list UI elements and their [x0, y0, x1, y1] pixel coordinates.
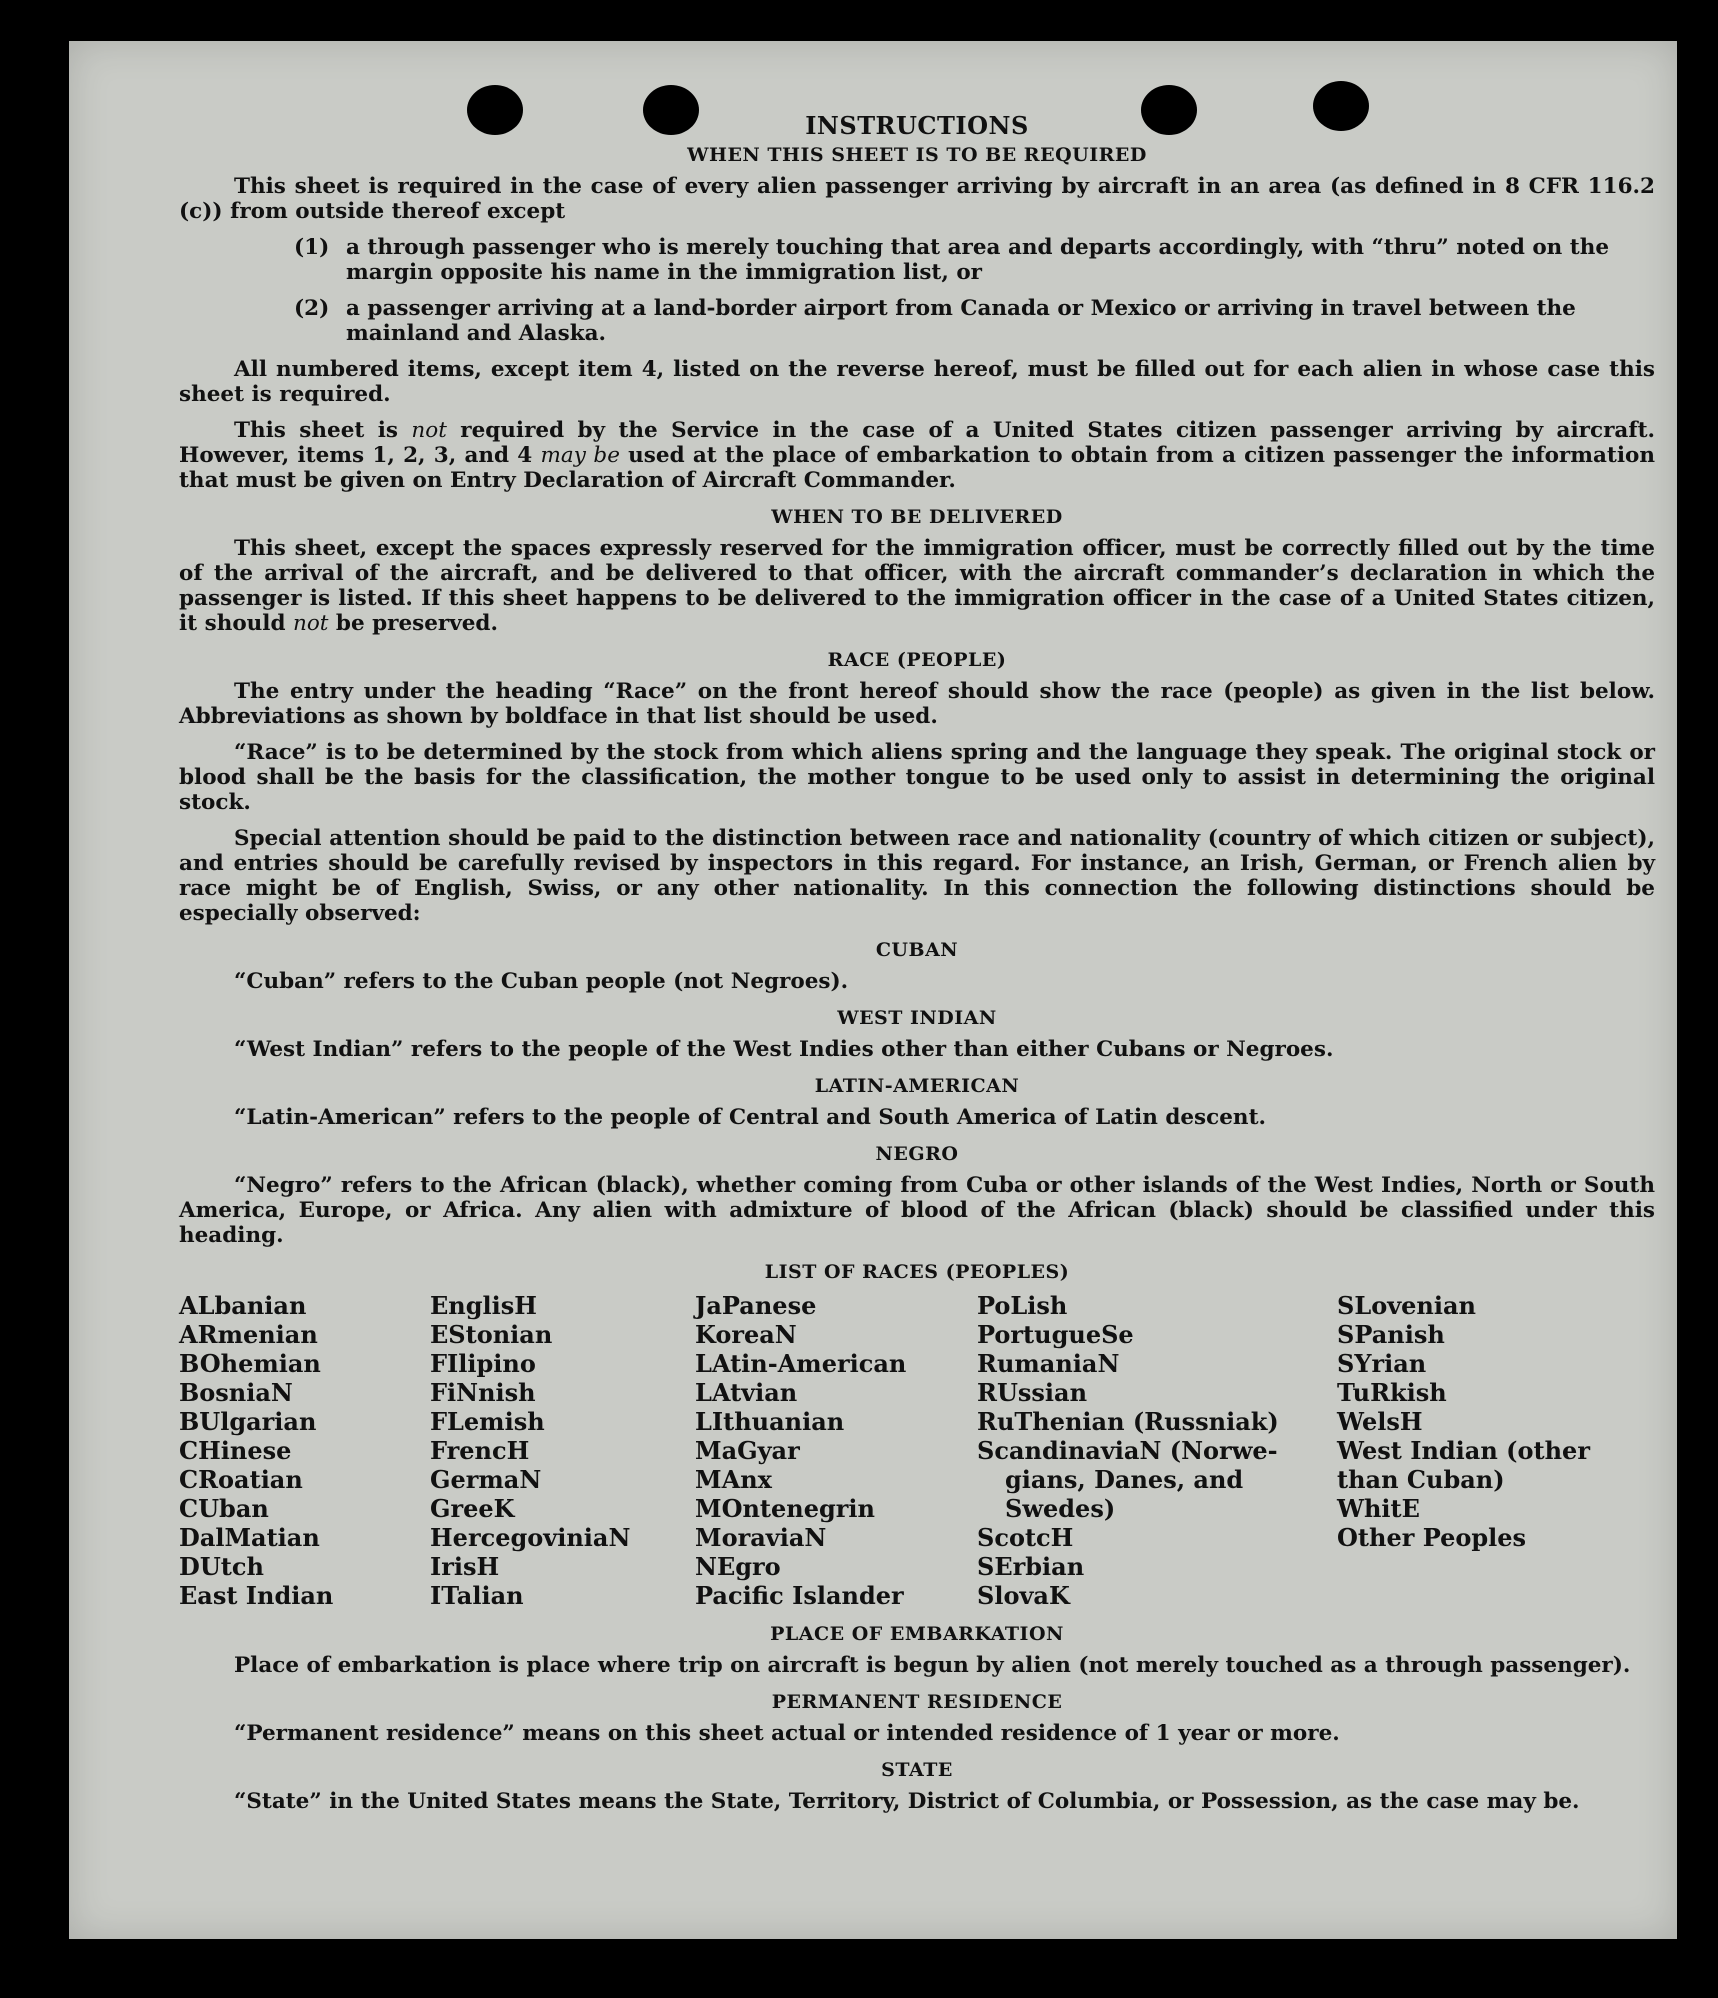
race-entry: FIlipino [430, 1349, 536, 1378]
race-entry: IrisH [430, 1552, 500, 1581]
race-entry: FiNnish [430, 1378, 536, 1407]
definition: “Cuban” refers to the Cuban people (not Negroes). [234, 969, 849, 994]
race-entry: FrencH [430, 1436, 530, 1465]
race-entry: LIthuanian [695, 1407, 845, 1436]
race-entry: ALbanian [179, 1291, 307, 1320]
race-entry: MAnx [695, 1465, 772, 1494]
race-entry: SPanish [1337, 1320, 1445, 1349]
race-entry: Other Peoples [1337, 1523, 1527, 1552]
race-entry: MOntenegrin [695, 1494, 875, 1523]
paragraph: This sheet is required in the case of every alien passenger arriving by aircraft in an area (as defined in 8 CFR 116.2 (c)) from outside thereof except [179, 174, 1655, 224]
race-entry: DalMatian [179, 1523, 320, 1552]
race-entry: DUtch [179, 1552, 264, 1581]
races-column [977, 1291, 1337, 1610]
races-table [179, 1291, 1655, 1610]
race-entry: ScandinaviaN (Norwe- [977, 1436, 1278, 1465]
heading-state: STATE [881, 1759, 953, 1781]
races-column [179, 1291, 430, 1610]
races-column [1337, 1291, 1655, 1610]
paragraph: “Race” is to be determined by the stock from which aliens spring and the language they speak. The original stock or blood shall be the basis for the classification, the mother tongue to be used only to assist in determining the original stock. [179, 740, 1655, 815]
race-entry: KoreaN [695, 1320, 797, 1349]
race-entry: ARmenian [179, 1320, 318, 1349]
race-entry: RumaniaN [977, 1349, 1120, 1378]
heading-residence: PERMANENT RESIDENCE [771, 1691, 1063, 1713]
race-entry: RUssian [977, 1378, 1088, 1407]
race-entry: BOhemian [179, 1349, 321, 1378]
item-number: (2) [294, 296, 330, 321]
exception-item [179, 296, 1655, 346]
item-number: (1) [294, 235, 330, 260]
race-entry: CUban [179, 1494, 269, 1523]
race-entry: Swedes) [1005, 1494, 1116, 1523]
race-entry: MoraviaN [695, 1523, 827, 1552]
race-entry: MaGyar [695, 1436, 800, 1465]
race-entry: BUlgarian [179, 1407, 317, 1436]
race-entry: East Indian [179, 1581, 334, 1610]
race-entry: HercegoviniaN [430, 1523, 631, 1552]
heading-when-required: WHEN THIS SHEET IS TO BE REQUIRED [687, 144, 1147, 166]
race-entry: GreeK [430, 1494, 515, 1523]
heading-west-indian: WEST INDIAN [837, 1007, 997, 1029]
race-entry: BosniaN [179, 1378, 293, 1407]
races-column [430, 1291, 695, 1610]
race-entry: SErbian [977, 1552, 1085, 1581]
race-entry: CHinese [179, 1436, 292, 1465]
paragraph: All numbered items, except item 4, listed on the reverse hereof, must be filled out for each alien in whose case this sheet is required. [179, 357, 1655, 407]
race-entry: LAtin-American [695, 1349, 907, 1378]
race-entry: EnglisH [430, 1291, 537, 1320]
heading-latin-american: LATIN-AMERICAN [814, 1075, 1020, 1097]
definition: Place of embarkation is place where trip on aircraft is begun by alien (not merely touched as a through passenger). [234, 1653, 1631, 1678]
race-entry: SLovenian [1337, 1291, 1476, 1320]
race-entry: TuRkish [1337, 1378, 1447, 1407]
definition: “Latin-American” refers to the people of Central and South America of Latin descent. [234, 1105, 1266, 1130]
heading-when-delivered: WHEN TO BE DELIVERED [771, 506, 1063, 528]
paragraph: Special attention should be paid to the distinction between race and nationality (country of which citizen or subject), and entries should be carefully revised by inspectors in this regard. For instance, an Irish, German, or French alien by race might be of English, Swiss, or any other nationality. In this connection the following distinctions should be especially observed: [179, 826, 1655, 926]
race-entry: WelsH [1337, 1407, 1423, 1436]
document-sheet [69, 41, 1677, 1939]
definition: “Negro” refers to the African (black), whether coming from Cuba or other islands of the West Indies, North or South America, Europe, or Africa. Any alien with admixture of blood of the African (black) should be classified under this heading. [179, 1173, 1655, 1248]
race-entry: PoLish [977, 1291, 1068, 1320]
instructions-title: INSTRUCTIONS [805, 111, 1029, 140]
item-text: a passenger arriving at a land-border airport from Canada or Mexico or arriving in travel between the mainland and Alaska. [346, 296, 1576, 346]
race-entry: gians, Danes, and [1005, 1465, 1244, 1494]
race-entry: FLemish [430, 1407, 545, 1436]
race-entry: NEgro [695, 1552, 781, 1581]
paragraph: This sheet, except the spaces expressly reserved for the immigration officer, must be correctly filled out by the time of the arrival of the aircraft, and be delivered to that officer, with the aircraft commander’s declaration in which the passenger is listed. If this sheet happens to be delivered to the immigration officer in the case of a United States citizen, it should not be preserved. [179, 536, 1655, 636]
item-text: a through passenger who is merely touching that area and departs accordingly, with “thru” noted on the margin opposite his name in the immigration list, or [346, 235, 1610, 285]
definition: “State” in the United States means the State, Territory, District of Columbia, or Possession, as the case may be. [234, 1789, 1580, 1814]
race-entry: EStonian [430, 1320, 553, 1349]
heading-list-of-races: LIST OF RACES (PEOPLES) [764, 1261, 1070, 1283]
heading-embarkation: PLACE OF EMBARKATION [770, 1623, 1064, 1645]
race-entry: West Indian (other [1337, 1436, 1590, 1465]
race-entry: Pacific Islander [695, 1581, 904, 1610]
races-column [695, 1291, 977, 1610]
heading-race: RACE (PEOPLE) [827, 649, 1007, 671]
race-entry: than Cuban) [1337, 1465, 1505, 1494]
race-entry: ScotcH [977, 1523, 1074, 1552]
race-entry: JaPanese [695, 1291, 817, 1320]
race-entry: PortugueSe [977, 1320, 1134, 1349]
race-entry: CRoatian [179, 1465, 303, 1494]
race-entry: GermaN [430, 1465, 542, 1494]
race-entry: LAtvian [695, 1378, 798, 1407]
race-entry: RuThenian (Russniak) [977, 1407, 1279, 1436]
instructions-body [179, 113, 1655, 1825]
heading-cuban: CUBAN [875, 939, 959, 961]
race-entry: SYrian [1337, 1349, 1427, 1378]
exception-item [179, 235, 1655, 285]
race-entry: SlovaK [977, 1581, 1070, 1610]
heading-negro: NEGRO [875, 1143, 959, 1165]
paragraph: This sheet is not required by the Service in the case of a United States citizen passenger arriving by aircraft. However, items 1, 2, 3, and 4 may be used at the place of embarkation to obtain from a citizen passenger the information that must be given on Entry Declaration of Aircraft Commander. [179, 418, 1655, 493]
paragraph: The entry under the heading “Race” on the front hereof should show the race (people) as given in the list below. Abbreviations as shown by boldface in that list should be used. [179, 679, 1655, 729]
race-entry: WhitE [1337, 1494, 1420, 1523]
definition: “West Indian” refers to the people of the West Indies other than either Cubans or Negroes. [234, 1037, 1334, 1062]
race-entry: ITalian [430, 1581, 524, 1610]
definition: “Permanent residence” means on this sheet actual or intended residence of 1 year or more. [234, 1721, 1340, 1746]
